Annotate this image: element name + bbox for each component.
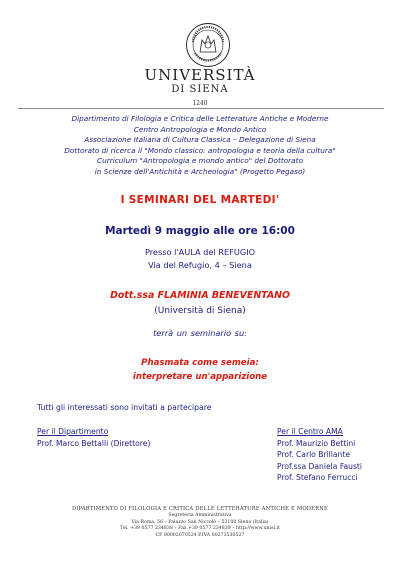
organizer-line: Dipartimento di Filologia e Critica delle Letterature Antiche e Moderne	[71, 114, 329, 123]
university-seal-logo	[185, 22, 231, 68]
footer-tax-ids: CF 80002070524 P.IVA 00273530527	[155, 533, 245, 539]
organizer-line: in Scienze dell'Antichità e Archeologia" (Progetto Pegaso)	[94, 166, 306, 176]
organizers-list	[0, 114, 400, 177]
venue-address: Via del Refugio, 4 – Siena	[148, 260, 252, 270]
university-founding-year: 1240	[192, 100, 208, 107]
seminar-topic	[0, 356, 400, 384]
signatory-name: Prof. Carlo Brillante	[277, 450, 351, 460]
university-city: DI SIENA	[171, 84, 229, 95]
signatory-name: Prof. Maurizio Bettini	[277, 438, 356, 448]
header-divider	[18, 108, 384, 109]
footer-phone-web: Tel. +39 0577 234838 – Fax +39 0577 234839 – http://www.unisi.it	[120, 526, 280, 532]
series-title: I SEMINARI DEL MARTEDI'	[120, 194, 280, 206]
speaker-name: Dott.ssa FLAMINIA BENEVENTANO	[110, 290, 290, 301]
organizer-line: Dottorato di ricerca il "Mondo classico: antropologia e teoria della cultura"	[64, 145, 336, 155]
event-date: Martedì 9 maggio alle ore 16:00	[105, 225, 295, 237]
signatory-name: Prof.ssa Daniela Fausti	[277, 461, 363, 471]
centre-heading: Per il Centro AMA	[277, 427, 343, 436]
topic-line: Phasmata come semeia:	[141, 358, 259, 368]
venue-hall: Presso l'AULA del REFUGIO	[144, 247, 256, 257]
department-signatories	[37, 426, 150, 449]
centre-signatories	[277, 426, 362, 484]
organizer-line: Associazione Italiana di Cultura Classica – Delegazione di Siena	[84, 135, 316, 144]
organizer-line: Centro Antropologia e Mondo Antico	[133, 124, 267, 134]
footer-address: Via Roma, 56 – Palazzo San Niccolò – 53100 Siena (Italia)	[131, 519, 269, 525]
footer-office: Segreteria Amministrativa	[168, 512, 232, 518]
organizer-line: Curriculum "Antropologia e mondo antico" del Dottorato	[97, 156, 303, 165]
footer-contact	[0, 506, 400, 540]
department-heading: Per il Dipartimento	[37, 427, 109, 436]
signatory-name: Prof. Stefano Ferrucci	[277, 473, 358, 483]
signatory-name: Prof. Marco Bettalli (Direttore)	[37, 438, 151, 448]
event-venue	[0, 246, 400, 272]
footer-department: DIPARTIMENTO DI FILOLOGIA E CRITICA DELLE LETTERATURE ANTICHE E MODERNE	[72, 506, 328, 512]
seminar-announcement: terrà un seminario su:	[153, 328, 247, 338]
invitation-text: Tutti gli interessati sono invitati a partecipare	[37, 403, 212, 412]
topic-line: interpretare un'apparizione	[132, 372, 268, 382]
speaker-affiliation: (Università di Siena)	[154, 306, 246, 316]
university-name: UNIVERSITÀ	[144, 66, 256, 84]
